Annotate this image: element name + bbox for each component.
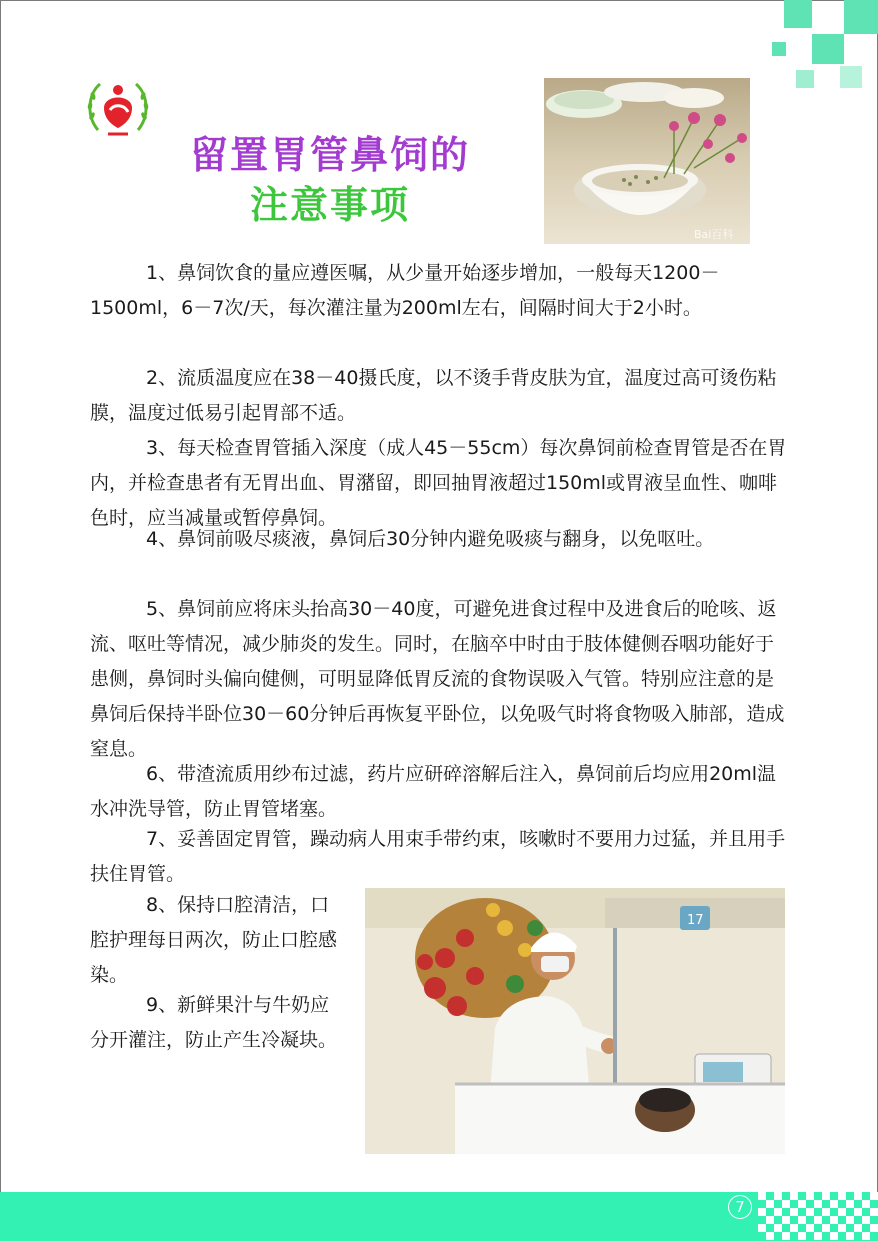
paragraph-1: 1、鼻饲饮食的量应遵医嘱，从少量开始逐步增加，一般每天1200－1500ml，6－7次/天，每次灌注量为200ml左右，间隔时间大于2小时。	[90, 262, 720, 319]
paragraph-9: 9、新鲜果汁与牛奶应分开灌注，防止产生冷凝块。	[90, 994, 338, 1051]
bed-number-text: 17	[687, 913, 704, 928]
page-number: 7	[728, 1195, 752, 1219]
paragraph-6: 6、带渣流质用纱布过滤，药片应研碎溶解后注入，鼻饲前后均应用20ml温水冲洗导管，防止胃管堵塞。	[90, 763, 777, 820]
paragraph-5: 5、鼻饲前应将床头抬高30－40度，可避免进食过程中及进食后的呛咳、返流、呕吐等情况，减少肺炎的发生。同时，在脑卒中时由于肢体健侧吞咽功能好于患侧，鼻饲时头偏向健侧，可明显降低胃反流的食物误吸入气管。特别应注意的是鼻饲后保持半卧位30－60分钟后再恢复平卧位，以免吸气时将食物吸入肺部，造成窒息。	[90, 598, 785, 760]
paragraph-2: 2、流质温度应在38－40摄氏度，以不烫手背皮肤为宜，温度过高可烫伤粘膜，温度过低易引起胃部不适。	[90, 367, 777, 424]
paragraph-7: 7、妥善固定胃管，躁动病人用束手带约束，咳嗽时不要用力过猛，并且用手扶住胃管。	[90, 828, 786, 885]
watermark-text: Bai百科	[694, 228, 734, 241]
checker-decoration	[758, 1192, 878, 1241]
paragraph-8: 8、保持口腔清洁，口腔护理每日两次，防止口腔感染。	[90, 894, 338, 986]
paragraph-4: 4、鼻饲前吸尽痰液，鼻饲后30分钟内避免吸痰与翻身，以免呕吐。	[146, 528, 715, 550]
page-title: 留置胃管鼻饲的	[189, 133, 470, 177]
page-subtitle: 注意事项	[249, 183, 410, 227]
congee-bowl-photo	[544, 78, 750, 244]
paragraph-3: 3、每天检查胃管插入深度（成人45－55cm）每次鼻饲前检查胃管是否在胃内，并检查患者有无胃出血、胃潴留，即回抽胃液超过150ml或胃液呈血性、咖啡色时，应当减量或暂停鼻饲。	[90, 437, 787, 529]
nurse-feeding-patient-photo	[365, 888, 785, 1154]
